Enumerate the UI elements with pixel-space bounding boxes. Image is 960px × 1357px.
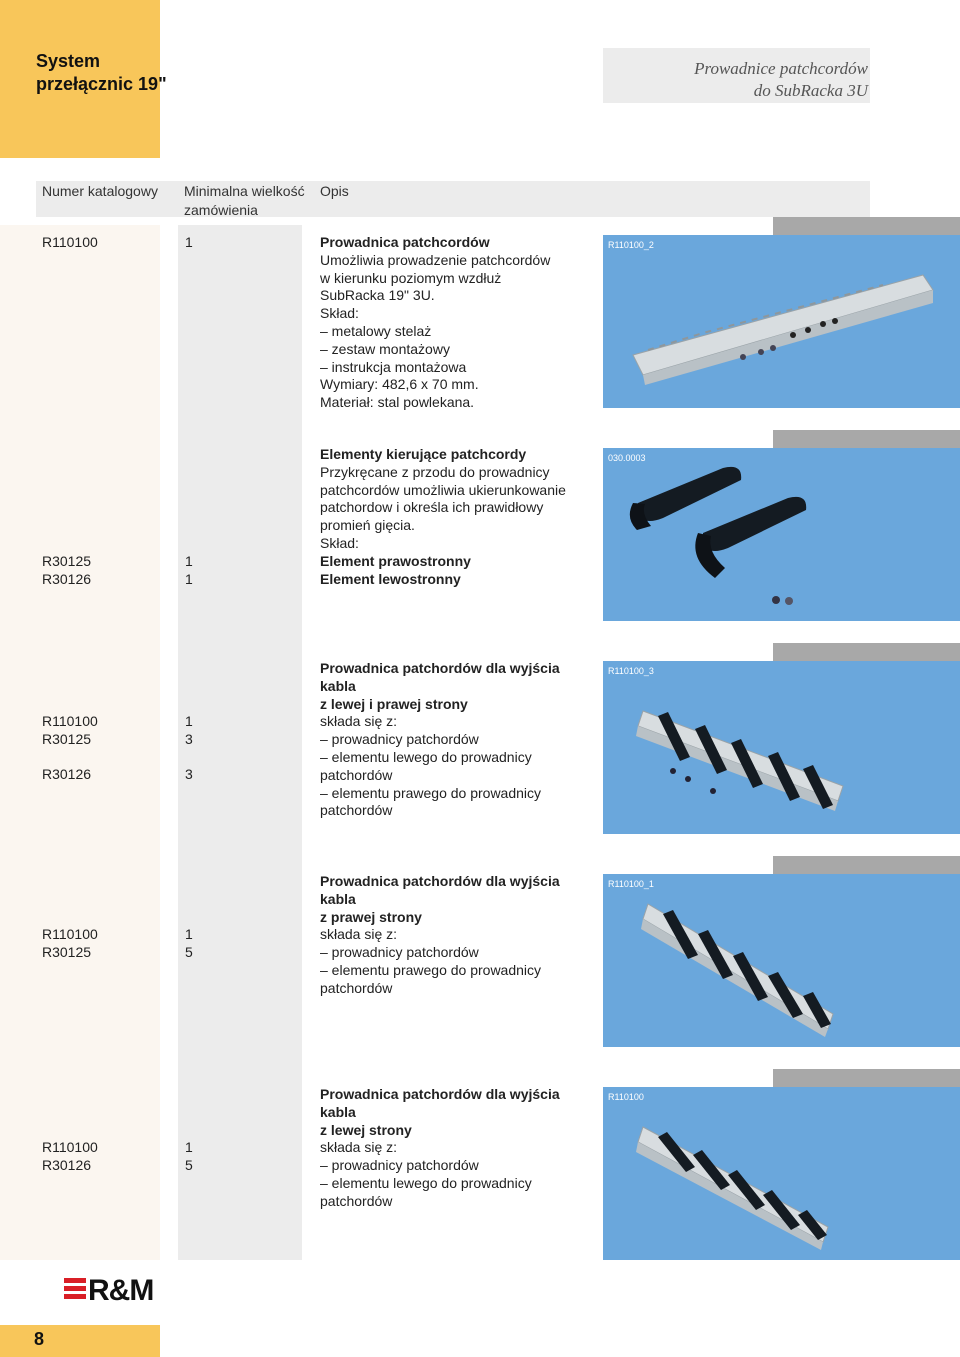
page-number-box xyxy=(0,1325,160,1357)
row-1-qty xyxy=(185,234,193,252)
catalog-number: R30125 xyxy=(42,553,92,569)
quantity: 5 xyxy=(185,1156,193,1173)
guide-elements-illustration xyxy=(603,448,960,621)
description-line: – elementu lewego do prowadnicy xyxy=(320,1174,532,1191)
description-line: – prowadnicy patchordów xyxy=(320,731,479,748)
column-header-description: Opis xyxy=(320,183,349,199)
photo-label: R110100 xyxy=(608,1092,644,1102)
rail-right-guides-illustration xyxy=(603,874,960,1047)
product-name: Prowadnica patchordów dla wyjścia kabla xyxy=(320,873,560,907)
description-line: składa się z: xyxy=(320,713,398,730)
row-3-description xyxy=(320,660,595,820)
description-line: – prowadnicy patchordów xyxy=(320,1157,479,1174)
component-name: Element prawostronny xyxy=(320,552,471,569)
row-5-codes xyxy=(42,1139,98,1175)
description-line: patchcordów umożliwia ukierunkowanie xyxy=(320,481,566,498)
row-2-codes xyxy=(42,553,91,589)
product-name: Prowadnica patchordów dla wyjścia kabla xyxy=(320,1086,560,1120)
brand-logo: R&M xyxy=(88,1274,154,1307)
description-line: – zestaw montażowy xyxy=(320,340,450,357)
catalog-number: R110100 xyxy=(42,1139,98,1155)
photo-label: R110100_2 xyxy=(608,240,654,250)
photo-label: R110100_1 xyxy=(608,879,654,889)
description-line: – metalowy stelaż xyxy=(320,322,432,339)
description-line: Umożliwia prowadzenie patchcordów xyxy=(320,251,551,268)
rail-illustration xyxy=(603,235,960,408)
description-line: SubRacka 19" 3U. xyxy=(320,287,435,304)
section-title-line-2: przełącznic 19" xyxy=(36,74,167,94)
catalog-number: R30126 xyxy=(42,570,92,587)
quantity-column-bg xyxy=(178,225,302,1260)
component-name: Element lewostronny xyxy=(320,570,461,587)
column-header-min-order-line-2: zamówienia xyxy=(184,202,258,218)
description-line: Skład: xyxy=(320,534,359,551)
description-line: w kierunku poziomym wzdłuż xyxy=(320,269,502,286)
row-3-codes xyxy=(42,713,98,784)
description-line: patchordów xyxy=(320,766,393,783)
product-name: z lewej strony xyxy=(320,1121,412,1138)
product-photo-5 xyxy=(603,1087,960,1260)
quantity: 1 xyxy=(185,926,193,942)
logo-stripe xyxy=(64,1286,86,1291)
product-photo-1 xyxy=(603,235,960,408)
product-name: z lewej i prawej strony xyxy=(320,695,468,712)
quantity: 3 xyxy=(185,766,193,783)
quantity: 1 xyxy=(185,713,193,729)
description-line: składa się z: xyxy=(320,1139,398,1156)
row-2-description xyxy=(320,446,590,588)
photo-label: 030.0003 xyxy=(608,453,646,463)
row-3-qty xyxy=(185,713,193,784)
description-line: patchordów xyxy=(320,979,393,996)
page-title-line-2: do SubRacka 3U xyxy=(753,81,868,100)
section-title xyxy=(36,50,167,96)
row-5-qty xyxy=(185,1139,193,1175)
catalog-number: R30125 xyxy=(42,943,92,960)
column-header-min-order xyxy=(184,182,305,220)
page-title xyxy=(694,58,868,102)
product-photo-4 xyxy=(603,874,960,1047)
row-2-qty xyxy=(185,553,193,589)
catalog-number: R30125 xyxy=(42,730,92,747)
section-title-line-1: System xyxy=(36,51,101,71)
description-line: składa się z: xyxy=(320,926,398,943)
description-line: – elementu prawego do prowadnicy xyxy=(320,784,542,801)
photo-tab xyxy=(773,1069,960,1087)
description-line: patchordów xyxy=(320,802,393,819)
description-line: – prowadnicy patchordów xyxy=(320,944,479,961)
description-line: – instrukcja montażowa xyxy=(320,358,467,375)
product-name: Elementy kierujące patchcordy xyxy=(320,446,527,462)
description-line: patchordow i określa ich prawidłowy xyxy=(320,499,544,516)
photo-tab xyxy=(773,430,960,448)
page-title-line-1: Prowadnice patchcordów xyxy=(694,59,868,78)
description-line: Skład: xyxy=(320,305,359,322)
column-header-catalog: Numer katalogowy xyxy=(42,183,158,199)
product-photo-3 xyxy=(603,661,960,834)
quantity: 3 xyxy=(185,730,193,747)
rail-left-guides-illustration xyxy=(603,1087,960,1260)
photo-tab xyxy=(773,856,960,874)
description-line: Przykręcane z przodu do prowadnicy xyxy=(320,463,550,480)
column-header-min-order-line-1: Minimalna wielkość xyxy=(184,183,305,199)
row-4-description xyxy=(320,873,595,998)
product-name: Prowadnica patchcordów xyxy=(320,234,490,250)
quantity: 1 xyxy=(185,553,193,569)
logo-stripe xyxy=(64,1278,86,1283)
logo-stripe xyxy=(64,1294,86,1299)
catalog-number: R110100 xyxy=(42,713,98,729)
row-5-description xyxy=(320,1086,595,1211)
table-header xyxy=(36,181,870,217)
photo-tab xyxy=(773,643,960,661)
rail-with-guides-illustration xyxy=(603,661,960,834)
quantity: 1 xyxy=(185,570,193,587)
row-4-codes xyxy=(42,926,98,962)
photo-label: R110100_3 xyxy=(608,666,654,676)
row-1-description xyxy=(320,234,590,412)
description-line: – elementu prawego do prowadnicy xyxy=(320,961,542,978)
quantity: 1 xyxy=(185,234,193,250)
description-line: – elementu lewego do prowadnicy xyxy=(320,748,532,765)
catalog-number: R110100 xyxy=(42,234,98,250)
description-line: promień gięcia. xyxy=(320,517,415,534)
catalog-number: R110100 xyxy=(42,926,98,942)
description-line: patchordów xyxy=(320,1192,393,1209)
product-name: z prawej strony xyxy=(320,908,422,925)
row-4-qty xyxy=(185,926,193,962)
quantity: 5 xyxy=(185,943,193,960)
catalog-number: R30126 xyxy=(42,766,92,783)
product-name: Prowadnica patchordów dla wyjścia kabla xyxy=(320,660,560,694)
product-photo-2 xyxy=(603,448,960,621)
description-line: Materiał: stal powlekana. xyxy=(320,394,475,411)
quantity: 1 xyxy=(185,1139,193,1155)
catalog-number: R30126 xyxy=(42,1156,92,1173)
row-1-codes xyxy=(42,234,98,252)
photo-tab xyxy=(773,217,960,235)
description-line: Wymiary: 482,6 x 70 mm. xyxy=(320,376,479,393)
page-number: 8 xyxy=(34,1329,45,1349)
